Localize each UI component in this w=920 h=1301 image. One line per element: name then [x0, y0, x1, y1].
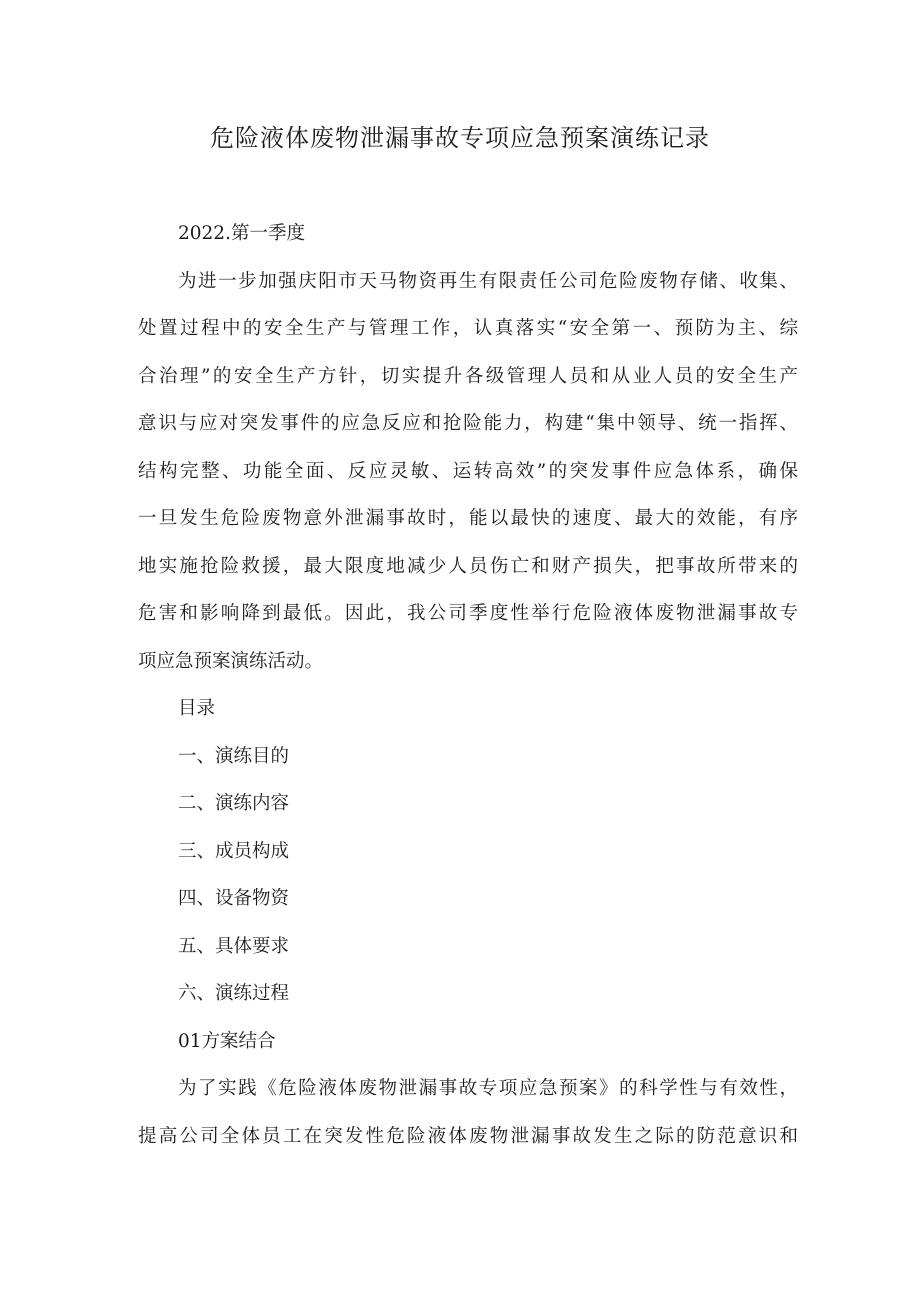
- toc-heading: 目录: [178, 698, 216, 719]
- toc-item: 二、演练内容: [178, 793, 290, 814]
- intro-line: 危害和影响降到最低。因此，我公司季度性举行危险液体废物泄漏事故专: [138, 603, 798, 624]
- intro-line: 意识与应对突发事件的应急反应和抢险能力，构建“集中领导、统一指挥、: [138, 413, 798, 434]
- document-title: 危险液体废物泄漏事故专项应急预案演练记录: [210, 124, 710, 152]
- toc-item: 一、演练目的: [178, 745, 290, 767]
- section-heading: 01方案结合: [178, 1030, 276, 1052]
- intro-line: 一旦发生危险废物意外泄漏事故时，能以最快的速度、最大的效能，有序: [138, 508, 798, 529]
- toc-list: [138, 733, 798, 1018]
- intro-line: 项应急预案演练活动。: [138, 650, 324, 672]
- intro-paragraph: [138, 258, 798, 686]
- section-line: 提高公司全体员工在突发性危险液体废物泄漏事故发生之际的防范意识和: [138, 1125, 798, 1147]
- intro-line: 处置过程中的安全生产与管理工作，认真落实“安全第一、预防为主、综: [138, 318, 798, 339]
- intro-line: 合治理”的安全生产方针，切实提升各级管理人员和从业人员的安全生产: [138, 365, 798, 387]
- intro-line: 结构完整、功能全面、反应灵敏、运转高效”的突发事件应急体系，确保: [138, 460, 798, 482]
- intro-line: 为进一步加强庆阳市天马物资再生有限责任公司危险废物存储、收集、: [178, 270, 798, 292]
- toc-item: 四、设备物资: [178, 888, 290, 909]
- toc-item: 六、演练过程: [178, 983, 290, 1004]
- section-line: 为了实践《危险液体废物泄漏事故专项应急预案》的科学性与有效性，: [178, 1078, 798, 1099]
- section-paragraph: [138, 1065, 798, 1160]
- toc-item: 五、具体要求: [178, 935, 290, 957]
- document-body: [138, 210, 798, 1160]
- toc-item: 三、成员构成: [178, 840, 290, 862]
- period-label: 2022.第一季度: [178, 223, 305, 244]
- intro-line: 地实施抢险救援，最大限度地减少人员伤亡和财产损失，把事故所带来的: [138, 555, 798, 577]
